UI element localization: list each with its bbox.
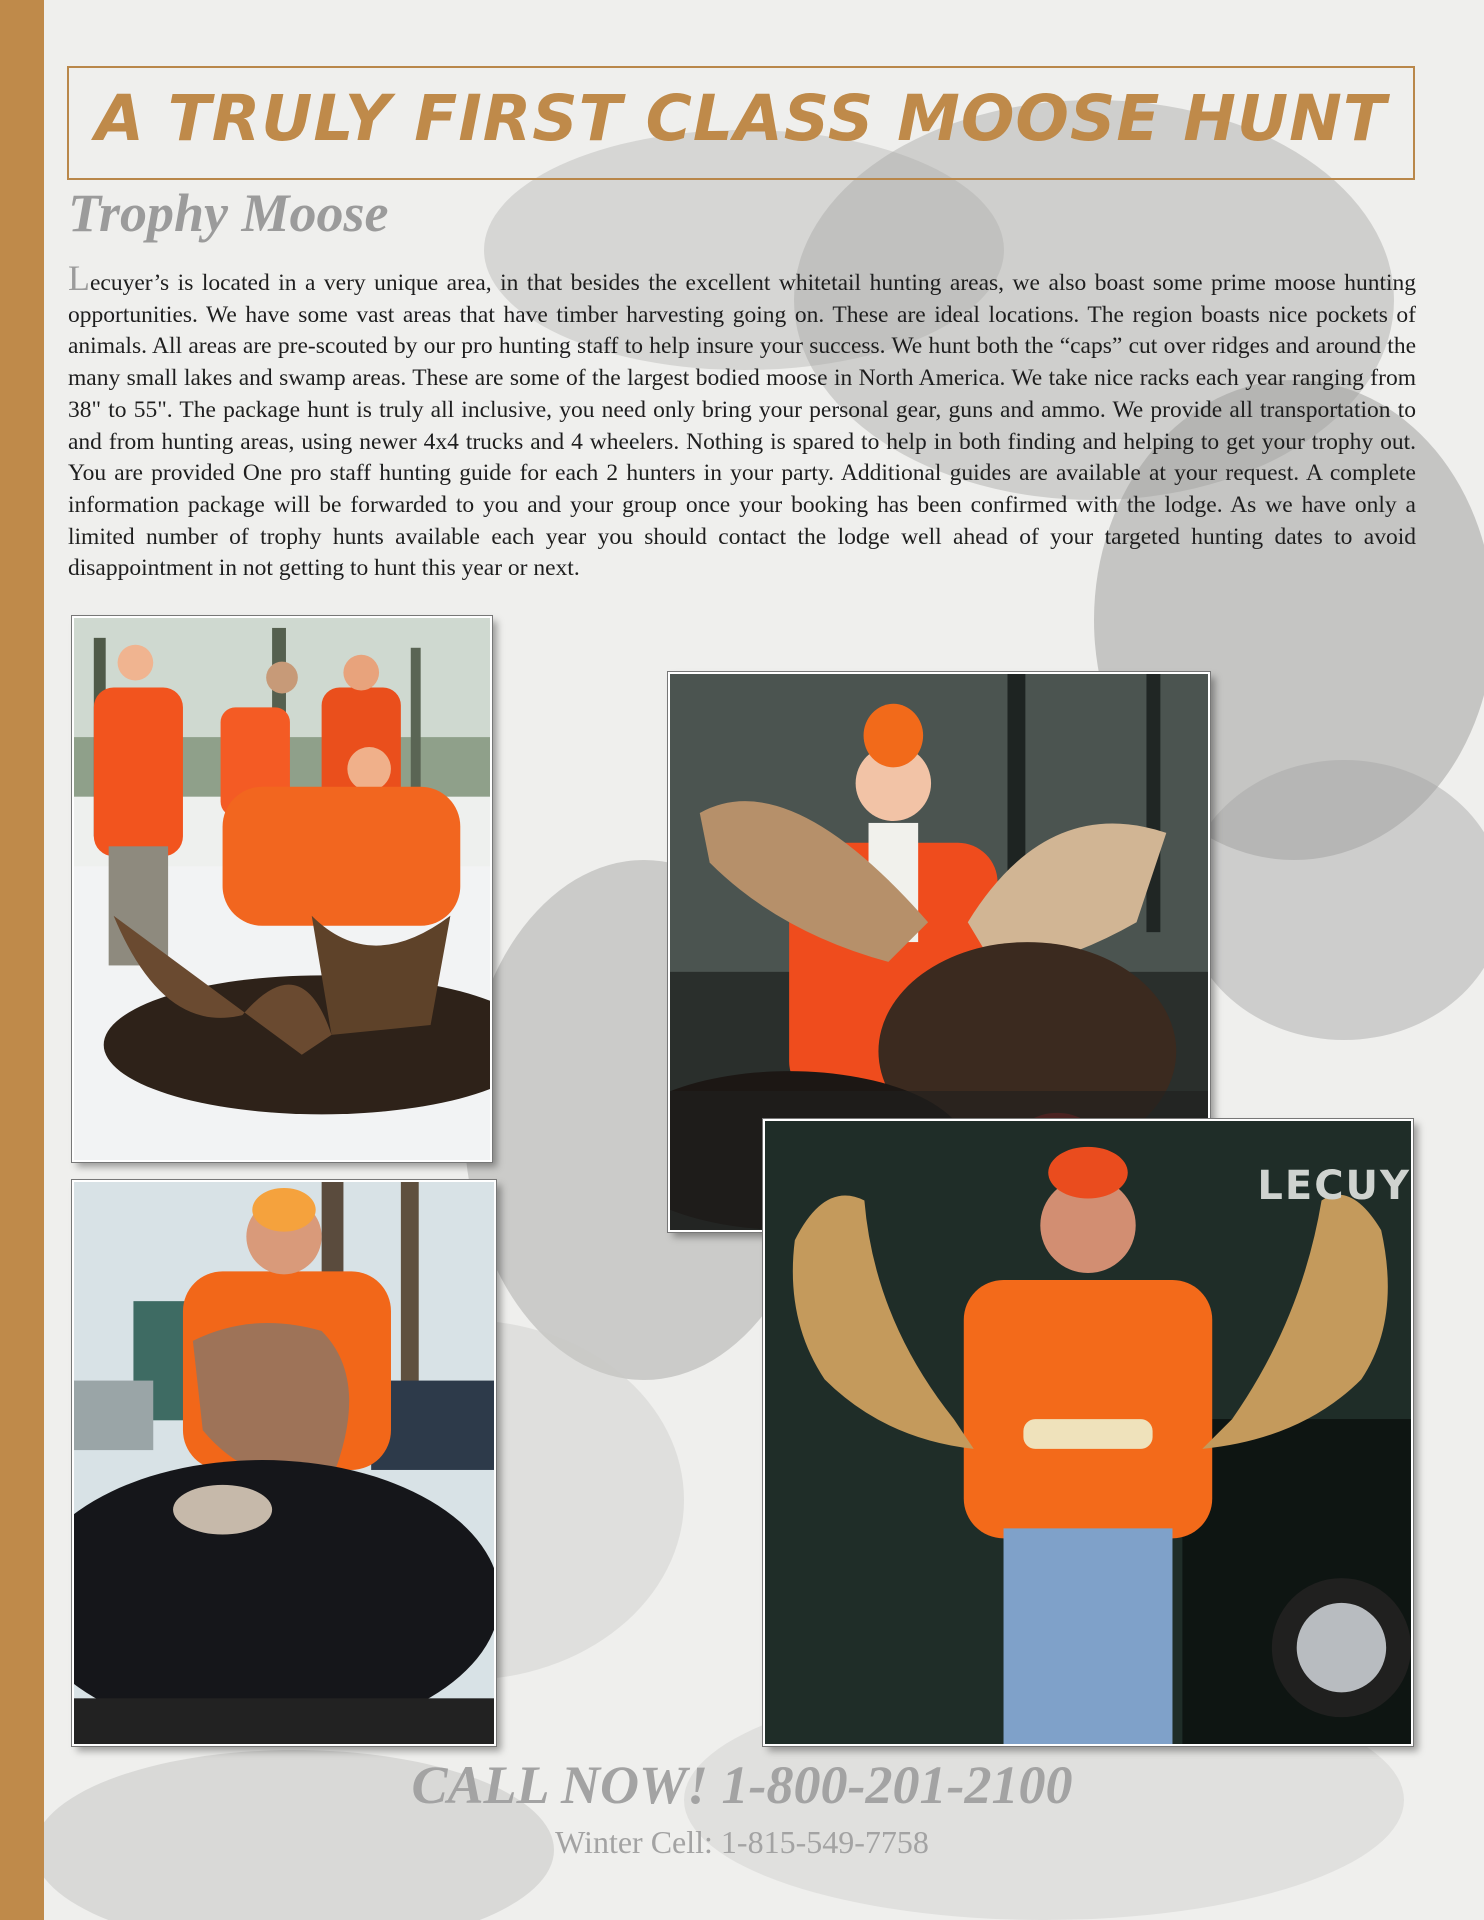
page-title: A TRULY FIRST CLASS MOOSE HUNT — [95, 82, 1387, 155]
article-text: ecuyer’s is located in a very unique area, in that besides the excellent whitetail hunting areas, we also boast some prime moose hunting opportunities. We have some vast areas that have timber harvesting going on. These are ideal locations. The region boasts nice pockets of animals. All areas are pre-scouted by our pro hunting staff to help insure your success. We hunt both the “caps” cut over ridges and around the many small lakes and swamp areas. These are some of the largest bodied moose in North America. We take nice racks each year ranging from 38" to 55". The package hunt is truly all inclusive, you need only bring your personal gear, guns and ammo. We provide all transportation to and from hunting areas, using newer 4x4 trucks and 4 wheelers. Nothing is spared to help in both finding and helping to get your trophy out. You are provided One pro staff hunting guide for each 2 hunters in your party. Additional guides are available at your request. A complete information package will be forwarded to you and your group once your booking has been confirmed with the lodge. As we have only a limited number of trophy hunts available each year you should contact the lodge well ahead of your targeted hunting dates to avoid disappointment in not getting to hunt this year or next. — [68, 270, 1416, 582]
truck-sign-text: LECUY — [1257, 1163, 1411, 1209]
call-now-phone: CALL NOW! 1-800-201-2100 — [411, 1755, 1073, 1815]
photo-hunter-moose-lodge — [72, 1180, 496, 1746]
left-accent-stripe — [0, 0, 44, 1920]
photo-hunter-antlers-truck — [763, 1119, 1413, 1746]
article-body — [68, 260, 1416, 585]
section-heading: Trophy Moose — [68, 183, 389, 243]
drop-cap: L — [68, 258, 90, 298]
winter-cell-phone: Winter Cell: 1-815-549-7758 — [555, 1824, 929, 1860]
title-box — [67, 66, 1415, 180]
photo-hunters-snow — [72, 616, 492, 1162]
